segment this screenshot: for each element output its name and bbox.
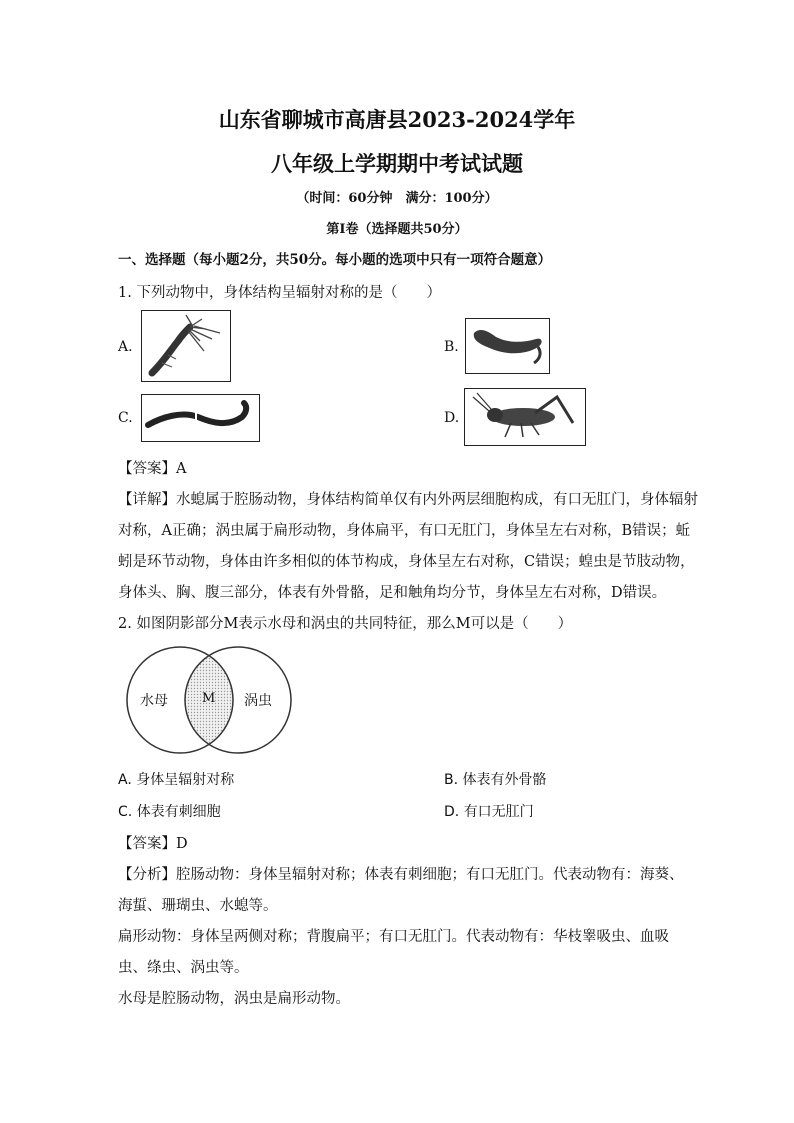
q1-explanation-line1: 【详解】水螅属于腔肠动物，身体结构简单仅有内外两层细胞构成，有口无肛门，身体辐射 — [118, 492, 698, 508]
q2-option-b-label: B. — [444, 772, 459, 788]
q2-option-c-text: 体表有刺细胞 — [136, 804, 221, 820]
q1-option-a-label: A. — [118, 339, 133, 355]
volume-heading: 第Ⅰ卷（选择题共50分） — [326, 222, 468, 237]
grasshopper-drawing — [465, 389, 585, 445]
q2-option-b-text: 体表有外骨骼 — [462, 772, 547, 788]
q2-analysis-line5: 水母是腔肠动物，涡虫是扁形动物。 — [118, 991, 350, 1007]
title-line2: 八年级上学期期中考试试题 — [271, 151, 523, 176]
q1-explanation-line3: 蚓是环节动物，身体由许多相似的体节构成，身体呈左右对称，C错误；蝗虫是节肢动物， — [118, 554, 695, 570]
q2-option-c-label: C. — [118, 804, 133, 820]
section-heading: 一、选择题（每小题2分，共50分。每小题的选项中只有一项符合题意） — [118, 252, 552, 268]
q1-explanation-line4: 身体头、胸、腹三部分，体表有外骨骼，足和触角均分节，身体呈左右对称，D错误。 — [118, 585, 667, 601]
planarian-image — [465, 318, 550, 374]
title-line1: 山东省聊城市高唐县2023-2024学年 — [218, 107, 576, 132]
planarian-drawing — [466, 319, 549, 373]
q2-option-a-label: A. — [118, 772, 132, 788]
venn-left-label: 水母 — [140, 693, 168, 709]
q1-option-b-label: B. — [444, 339, 459, 355]
q2-analysis-line4: 虫、绦虫、涡虫等。 — [118, 960, 249, 976]
q1-option-d-label: D. — [444, 410, 460, 426]
q2-option-a — [118, 769, 234, 789]
q2-option-b — [444, 769, 547, 789]
q2-option-c — [118, 801, 221, 821]
q1-explanation-line2: 对称，A正确；涡虫属于扁形动物，身体扁平，有口无肛门，身体呈左右对称，B错误；蚯 — [118, 523, 691, 539]
q2-option-a-text: 身体呈辐射对称 — [136, 772, 235, 788]
q2-option-d — [444, 801, 534, 821]
venn-diagram — [118, 642, 298, 758]
q1-stem: 1. 下列动物中，身体结构呈辐射对称的是（ ） — [118, 285, 441, 301]
q1-answer: 【答案】A — [118, 461, 187, 477]
q2-option-d-text: 有口无肛门 — [463, 804, 534, 820]
q2-analysis-line3: 扁形动物：身体呈两侧对称；背腹扁平；有口无肛门。代表动物有：华枝睾吸虫、血吸 — [118, 929, 669, 945]
grasshopper-image — [464, 388, 586, 446]
exam-meta: （时间：60分钟 满分：100分） — [296, 191, 498, 206]
q2-analysis-line1: 【分析】腔肠动物：身体呈辐射对称；体表有刺细胞；有口无肛门。代表动物有：海葵、 — [118, 867, 684, 883]
venn-right-label: 涡虫 — [244, 693, 272, 709]
q2-analysis-line2: 海蜇、珊瑚虫、水螅等。 — [118, 898, 278, 914]
earthworm-image — [141, 394, 260, 442]
q2-option-d-label: D. — [444, 804, 460, 820]
hydra-drawing — [142, 311, 230, 381]
hydra-image — [141, 310, 231, 382]
q1-option-c-label: C. — [118, 410, 133, 426]
earthworm-drawing — [142, 395, 259, 441]
q2-stem: 2. 如图阴影部分M表示水母和涡虫的共同特征，那么M可以是（ ） — [118, 616, 573, 632]
venn-center-label: M — [202, 691, 216, 706]
q2-answer: 【答案】D — [118, 836, 188, 852]
